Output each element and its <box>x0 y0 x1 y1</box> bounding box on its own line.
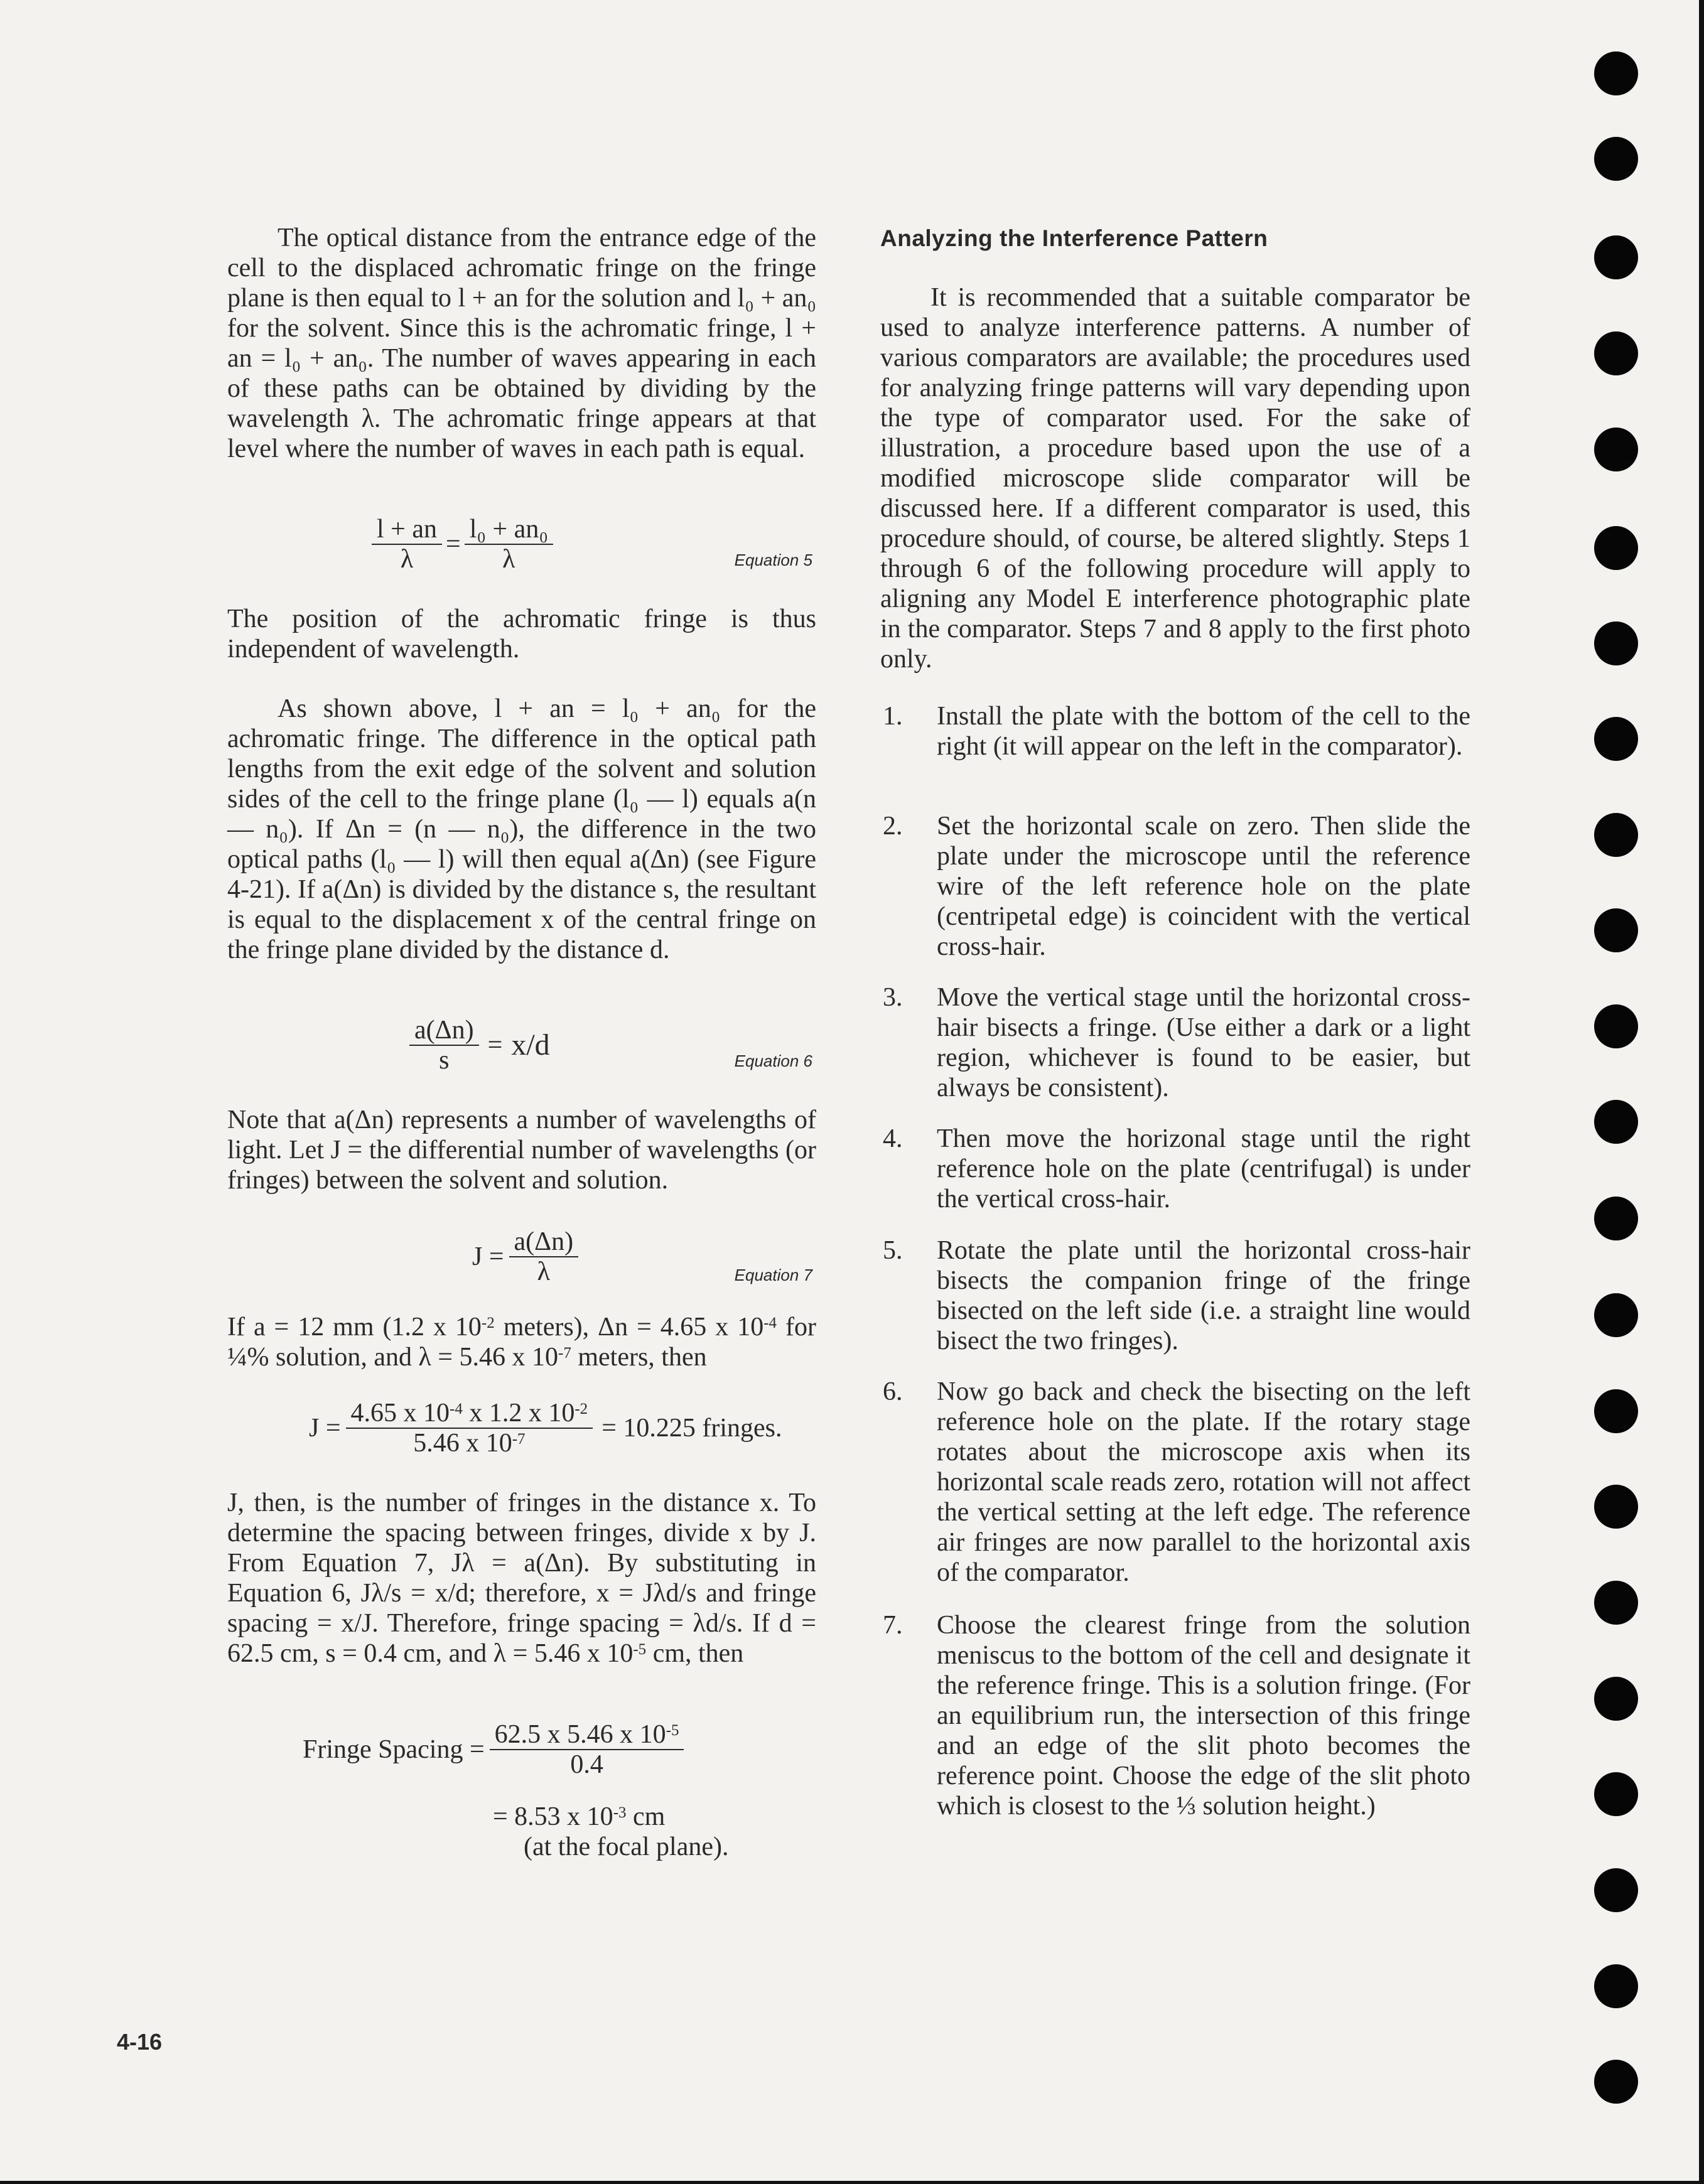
paragraph-achromatic-position: The position of the achromatic fringe is thus independent of wavelength. <box>227 605 816 664</box>
list-item: 7. Choose the clearest fringe from the solution meniscus to the bottom of the cell and designate it the reference fringe. This is a solution fringe. (For an equilibrium run, the intersection of this fringe and an edge of the slit photo becomes the reference point. Choose the edge of the slit photo which is closest to the ⅓ solution height.) <box>883 1611 1470 1821</box>
binder-hole <box>1594 621 1638 665</box>
binder-hole <box>1594 1964 1638 2008</box>
equation-label: Equation 5 <box>734 551 812 569</box>
equation-5-rhs: $\frac{\text{l₀ + an₀}}{\lambda}$ <box>465 515 553 574</box>
binder-hole <box>1594 1485 1638 1529</box>
equation-6-rhs: x/d <box>511 1028 550 1062</box>
paragraph-path-lengths: As shown above, l + an = l₀ + an₀ for the achromatic fringe. The difference in the optical path lengths from the exit edge of the solvent and solution sides of the cell to the fringe plane (l₀ — l) equals a(n — n₀). If Δn = (n — n₀), the difference in the two optical paths (l₀ — l) will then equal a(Δn) (see Figure 4-21). If a(Δn) is divided by the distance s, the resultant is equal to the displacement x of the central fringe on the fringe plane divided by the distance d. <box>227 694 816 964</box>
list-item: 2. Set the horizontal scale on zero. Then slide the plate under the microscope until the reference wire of the left reference hole on the plate (centripetal edge) is coincident with the vertical cross-hair. <box>883 812 1470 961</box>
equation-result: = 8.53 x $10^{-3}$ cm <box>493 1802 666 1831</box>
binder-hole <box>1594 51 1638 95</box>
binder-hole <box>1594 137 1638 181</box>
binder-hole <box>1594 1581 1638 1625</box>
paragraph-optical-distance: The optical distance from the entrance edge of the cell to the displaced achromatic fringe on the fringe plane is then equal to l + an for the solution and l₀ + an₀ for the solvent. Since this is the achromatic fringe, l + an = l₀ + an₀. The number of waves appearing in each of these paths can be obtained by dividing by the wavelength λ. The achromatic fringe appears at that level where the number of waves in each path is equal. <box>227 223 816 463</box>
paragraph-wavelengths: Note that a(Δn) represents a number of wavelengths of light. Let J = the differential number of wavelengths (or fringes) between the solvent and solution. <box>227 1105 816 1195</box>
list-item: 1. Install the plate with the bottom of the cell to the right (it will appear on the left in the comparator). <box>883 702 1470 761</box>
equation-5-lhs: $\frac{l + an}{\lambda}$ <box>372 515 442 574</box>
binder-hole <box>1594 1100 1638 1144</box>
binder-hole <box>1594 2060 1638 2104</box>
binder-hole <box>1594 331 1638 375</box>
binder-hole <box>1594 1677 1638 1721</box>
binder-hole <box>1594 1772 1638 1816</box>
list-item: 3. Move the vertical stage until the horizontal cross-hair bisects a fringe. (Use either a dark or a light region, whichever is found to be easier, but always be consistent). <box>883 983 1470 1102</box>
binder-hole <box>1594 428 1638 471</box>
equation-result-note: (at the focal plane). <box>524 1832 729 1861</box>
binder-hole <box>1594 1004 1638 1048</box>
list-item: 6. Now go back and check the bisecting on the left reference hole on the plate. If the rotary stage rotates about the microscope axis when its horizontal scale reads zero, rotation will not affect the vertical setting at the left edge. The reference air fringes are now parallel to the horizontal axis of the comparator. <box>883 1377 1470 1587</box>
binder-hole <box>1594 908 1638 952</box>
binder-hole <box>1594 526 1638 570</box>
binder-hole <box>1594 717 1638 761</box>
section-heading: Analyzing the Interference Pattern <box>880 225 1268 251</box>
right-column <box>880 0 1470 1883</box>
paragraph-fringe-spacing: J, then, is the number of fringes in the distance x. To determine the spacing between fringes, divide x by J. From Equation 7, Jλ = a(Δn). By substituting in Equation 6, Jλ/s = x/d; therefore, x = Jλd/s and fringe spacing = x/J. Therefore, fringe spacing = λd/s. If d = 62.5 cm, s = 0.4 cm, and λ = 5.46 x $10^{-5}$ cm, then <box>227 1488 816 1668</box>
binder-hole <box>1594 813 1638 857</box>
list-item: 4. Then move the horizonal stage until the right reference hole on the plate (centrifugal) is under the vertical cross-hair. <box>883 1124 1470 1213</box>
page-number: 4-16 <box>117 2029 163 2055</box>
binder-hole <box>1594 1868 1638 1912</box>
binder-hole <box>1594 1389 1638 1433</box>
left-column: The optical distance from the entrance edge of the cell to the displaced achromatic fringe on the fringe plane is then equal to l + an for the solution and l₀ + an₀ for the solvent. Since this is the achromatic fringe, l + an = l₀ + an₀. The number of waves appearing in each of these paths can be obtained by dividing by the wavelength λ. The achromatic fringe appears at that level where the number of waves in each path is equal. $\frac{l + an}{\lambda}$ = $\frac{\text{l₀ + an₀}}{\lambda}$ Equation 5 The position of the achromatic fringe is thus independent of wavelength. As shown above, l + an = l₀ + an₀ for the achromatic fringe. The difference in the optical path lengths from the exit edge of the solvent and solution sides of the cell to the fringe plane (l₀ — l) equals a(n — n₀). If Δn = (n — n₀), the difference in the two optical paths (l₀ — l) will then equal a(Δn) (see Figure 4-21). If a(Δn) is divided by the distance s, the resultant is equal to the displacement x of the central fringe on the fringe plane divided by the distance d. $\frac{a(\Delta n)}{s}$ = x/d Equation 6 Note that a(Δn) represents a number of wavelengths of light. Let J = the differential number of wavelengths (or fringes) between the solvent and solution. J = $\frac{a(\Delta n)}{\lambda}$ Equation 7 If a = 12 mm (1.2 x $10^{-2}$ meters), Δn = 4.65 x $10^{-4}$ for ¼% solution, and λ = 5.46 x $10^{-7}$ meters, then J = $\frac{4.65 x 10^{-4} x 1.2 x 10^{-2}}{5.46 x 10^{-7}}$ = 10.225 fringes. J, then, is the number of fringes in the distance x. To determine the spacing between fringes, divide x by J. From Equation 7, Jλ = a(Δn). By substituting in Equation 6, Jλ/s = x/d; therefore, x = Jλd/s and fringe spacing = x/J. Therefore, fringe spacing = λd/s. If d = 62.5 cm, s = 0.4 cm, and λ = 5.46 x $10^{-5}$ cm, then Fringe Spacing = $\frac{62.5 x 5.46 x 10^{-5}}{0.4}$ = 8.53 x $10^{-3}$ cm (at the focal plane). <box>227 223 816 1861</box>
binder-hole <box>1594 235 1638 279</box>
paragraph-intro: It is recommended that a suitable comparator be used to analyze interference patterns. A number of various comparators are available; the procedures used for analyzing fringe patterns will vary depending upon the type of comparator used. For the sake of illustration, a procedure based upon the use of a modified microscope slide comparator will be discussed here. If a different comparator is used, this procedure should, of course, be altered slightly. Steps 1 through 6 of the following procedure will apply to aligning any Model E interference photographic plate in the comparator. Steps 7 and 8 apply to the first photo only. <box>880 283 1470 674</box>
list-item: 5. Rotate the plate until the horizontal cross-hair bisects the companion fringe of the fringe bisected on the left side (i.e. a straight line would bisect the two fringes). <box>883 1236 1470 1355</box>
equation-label: Equation 6 <box>734 1052 812 1070</box>
paragraph-example-values: If a = 12 mm (1.2 x $10^{-2}$ meters), Δn = 4.65 x $10^{-4}$ for ¼% solution, and λ = 5.46 x $10^{-7}$ meters, then <box>227 1313 816 1372</box>
binder-hole <box>1594 1293 1638 1337</box>
binder-hole <box>1594 1197 1638 1240</box>
equation-label: Equation 7 <box>734 1266 812 1284</box>
